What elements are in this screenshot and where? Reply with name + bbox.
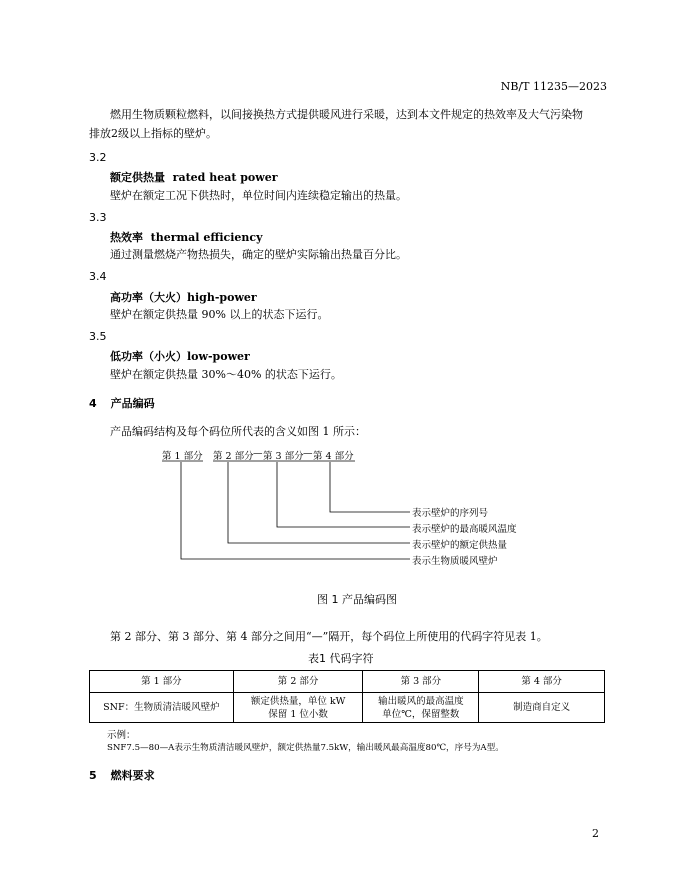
connector-part-1 (181, 462, 410, 559)
page-number: 2 (592, 827, 599, 840)
table-header-cell: 第 4 部分 (479, 671, 605, 693)
label-serial-number: 表示壁炉的序列号 (412, 508, 489, 519)
table-header-cell: 第 1 部分 (90, 671, 234, 693)
clause-number-3-2: 3.2 (89, 151, 107, 164)
term-cn: 低功率（小火） (110, 350, 187, 363)
table-header-row (90, 671, 605, 693)
intro-line-2: 排放2级以上指标的壁炉。 (89, 127, 217, 140)
table-cell-part-2 (233, 693, 363, 723)
section-title: 燃料要求 (110, 769, 155, 782)
table-header-cell: 第 3 部分 (363, 671, 479, 693)
term-cn: 高功率（大火） (110, 291, 187, 304)
diagram-part-3: 第 3 部分 (263, 451, 304, 462)
standard-number: NB/T 11235—2023 (500, 80, 607, 93)
cell-line: 单位℃，保留整数 (382, 708, 460, 720)
definition-3-5: 壁炉在额定供热量 30%～40% 的状态下运行。 (110, 368, 342, 381)
figure-caption: 图 1 产品编码图 (317, 593, 397, 606)
table-cell-part-4: 制造商自定义 (479, 693, 605, 723)
connector-part-3 (277, 462, 410, 527)
separator-paragraph: 第 2 部分、第 3 部分、第 4 部分之间用“—”隔开，每个码位上所使用的代码字符见表 1。 (110, 630, 548, 643)
term-en: low-power (187, 350, 250, 363)
diagram-part-1: 第 1 部分 (162, 451, 203, 462)
definition-3-2: 壁炉在额定工况下供热时，单位时间内连续稳定输出的热量。 (110, 189, 407, 202)
diagram-part-2: 第 2 部分 (213, 451, 254, 462)
example-label: 示例： (107, 730, 136, 741)
term-cn: 热效率 (110, 231, 143, 244)
term-en: thermal efficiency (150, 231, 263, 244)
connector-part-4 (330, 462, 410, 512)
section-5-heading (89, 769, 155, 783)
cell-line: 额定供热量，单位 kW (250, 695, 346, 707)
table-cell-part-1: SNF：生物质清洁暖风壁炉 (90, 693, 234, 723)
example-text: SNF7.5—80—A表示生物质清洁暖风壁炉，额定供热量7.5kW，输出暖风最高温度80℃，序号为A型。 (107, 743, 504, 753)
connector-part-2 (228, 462, 410, 543)
table-cell-part-3 (363, 693, 479, 723)
definition-3-3: 通过测量燃烧产物热损失，确定的壁炉实际输出热量百分比。 (110, 248, 407, 261)
section-number: 5 (89, 769, 97, 782)
clause-number-3-3: 3.3 (89, 211, 107, 224)
table-header-cell: 第 2 部分 (233, 671, 363, 693)
section-4-intro: 产品编码结构及每个码位所代表的含义如图 1 所示： (110, 425, 366, 438)
term-en: rated heat power (172, 171, 278, 184)
table-caption: 表1 代码字符 (308, 652, 374, 665)
definition-3-4: 壁炉在额定供热量 90% 以上的状态下运行。 (110, 308, 329, 321)
table-row (90, 693, 605, 723)
term-en: high-power (187, 291, 257, 304)
clause-number-3-4: 3.4 (89, 270, 107, 283)
diagram-part-4: 第 4 部分 (313, 451, 354, 462)
intro-line-1: 燃用生物质颗粒燃料，以间接换热方式提供暖风进行采暖，达到本文件规定的热效率及大气污染物 (110, 108, 583, 121)
section-number: 4 (89, 397, 97, 410)
label-max-temperature: 表示壁炉的最高暖风温度 (412, 524, 517, 535)
clause-number-3-5: 3.5 (89, 330, 107, 343)
term-cn: 额定供热量 (110, 171, 165, 184)
diagram-dash-1: — (253, 448, 263, 459)
label-stove-type: 表示生物质暖风壁炉 (412, 556, 498, 567)
label-rated-power: 表示壁炉的额定供热量 (412, 540, 508, 551)
cell-line: 保留 1 位小数 (268, 708, 328, 720)
code-table (89, 670, 605, 723)
cell-line: 输出暖风的最高温度 (378, 695, 464, 707)
section-title: 产品编码 (110, 397, 155, 410)
diagram-dash-2: — (303, 448, 313, 459)
